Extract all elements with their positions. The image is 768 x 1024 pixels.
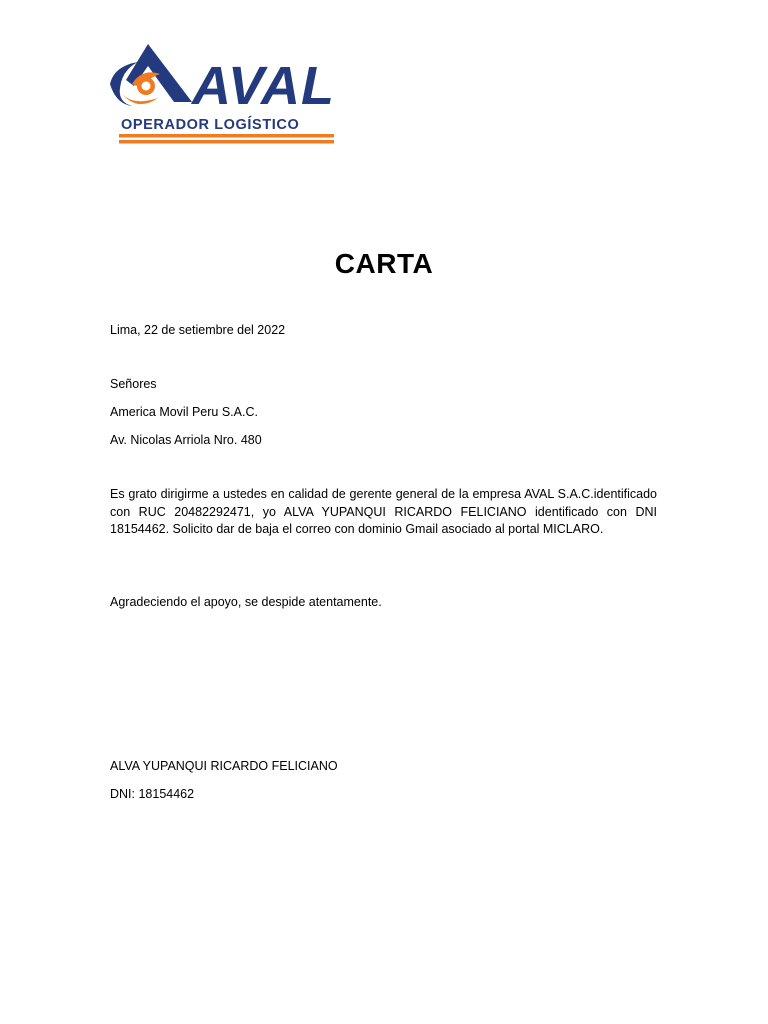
aval-logo-icon [108, 40, 340, 148]
svg-text:AVAL: AVAL [192, 56, 335, 116]
recipient-company: America Movil Peru S.A.C. [110, 405, 258, 419]
signer-name: ALVA YUPANQUI RICARDO FELICIANO [110, 759, 338, 773]
greeting: Señores [110, 377, 157, 391]
date-line: Lima, 22 de setiembre del 2022 [110, 323, 286, 337]
letter-body: Es grato dirigirme a ustedes en calidad de gerente general de la empresa AVAL S.A.C.identificado con RUC 20482292471, yo ALVA YUPANQUI RICARDO FELICIANO identificado con DNI 18154462. Solicito dar de baja el correo con dominio Gmail asociado al portal MICLARO. [110, 487, 657, 536]
signer-dni: DNI: 18154462 [110, 787, 195, 801]
svg-text:OPERADOR LOGÍSTICO: OPERADOR LOGÍSTICO [121, 117, 300, 133]
recipient-address: Av. Nicolas Arriola Nro. 480 [110, 433, 262, 447]
company-logo [108, 40, 340, 148]
closing-line: Agradeciendo el apoyo, se despide atentamente. [110, 595, 382, 609]
letter-title: CARTA [334, 248, 434, 279]
